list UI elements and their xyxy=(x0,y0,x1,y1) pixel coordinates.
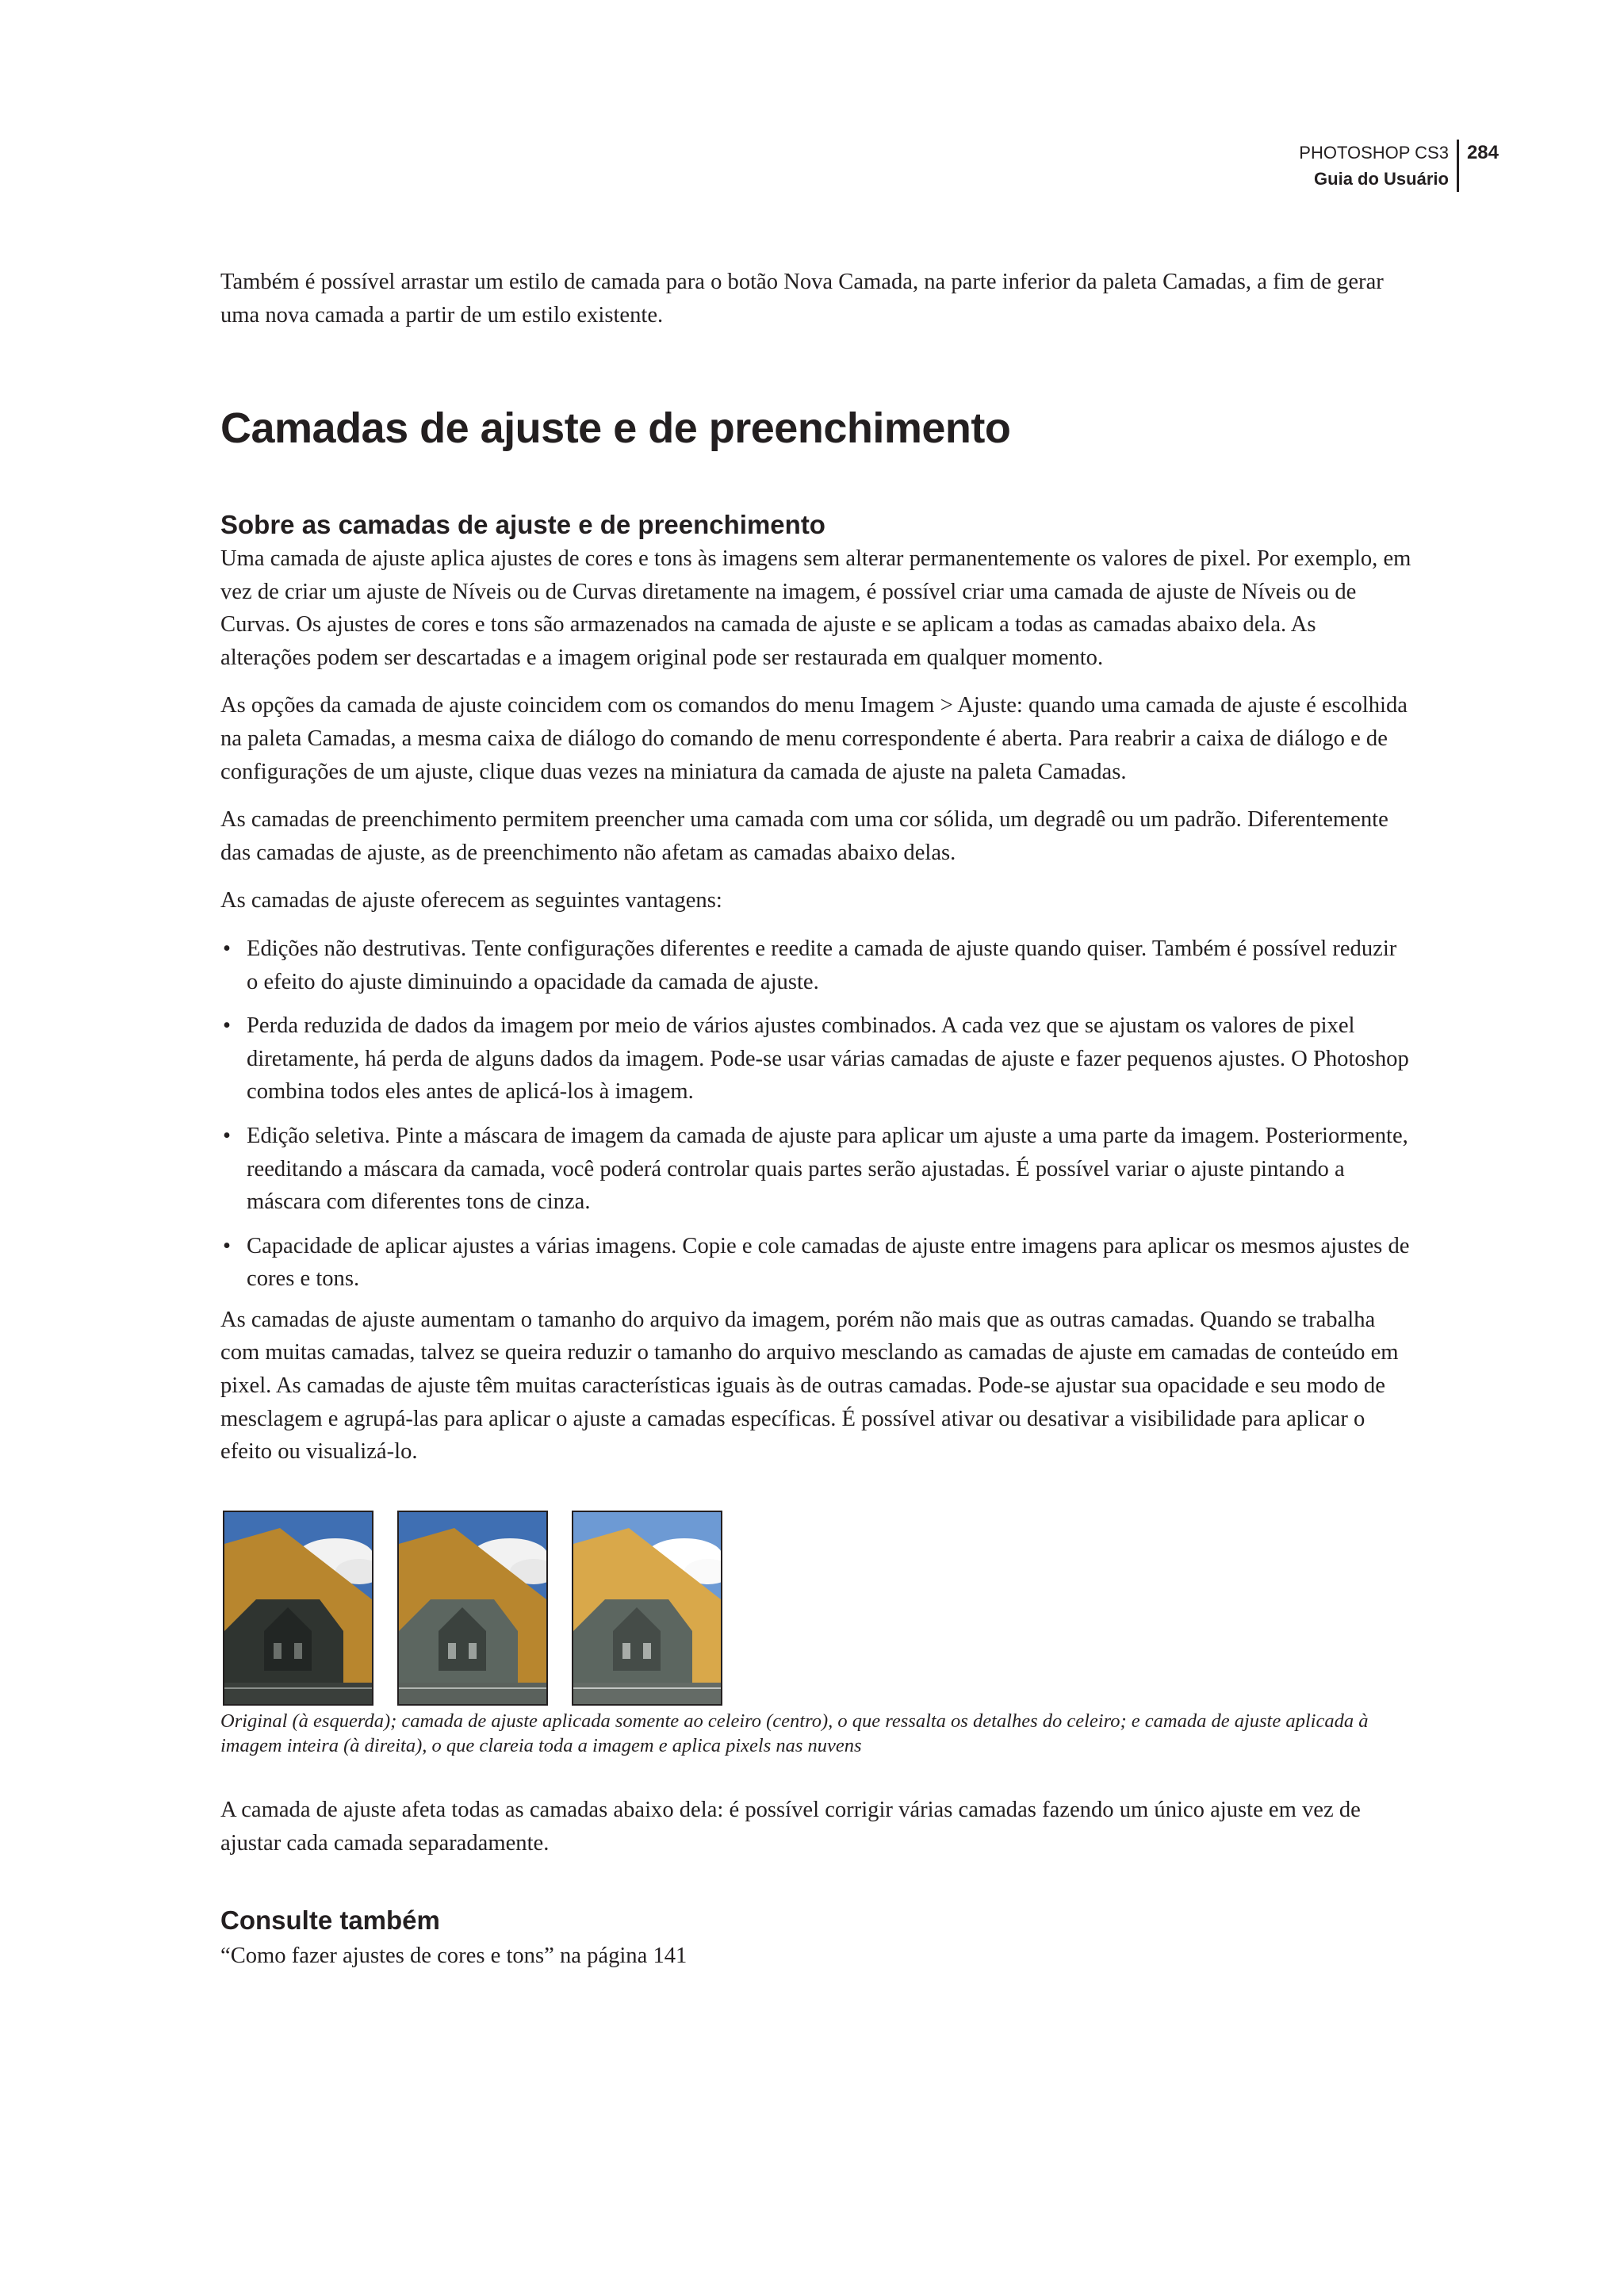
barn-photo-graphic xyxy=(399,1512,546,1704)
advantages-list xyxy=(220,933,1411,1296)
see-also xyxy=(220,1903,1411,1973)
barn-photo-full-adjusted xyxy=(572,1511,722,1706)
list-item-text: Perda reduzida de dados da imagem por meio de vários ajustes combinados. A cada vez que se ajustam os valores de pixel diretamente, há perda de alguns dados da imagem. Pode-se usar várias camadas de ajuste e fazer pequenos ajustes. O Photoshop combina todos eles antes de aplicá-los à imagem. xyxy=(247,1013,1409,1105)
barn-photo-graphic xyxy=(573,1512,721,1704)
list-item xyxy=(220,1230,1411,1296)
subsection-title: Sobre as camadas de ajuste e de preenchimento xyxy=(220,510,825,539)
list-item-text: Capacidade de aplicar ajustes a várias imagens. Copie e cole camadas de ajuste entre imagens para aplicar os mesmos ajustes de cores e tons. xyxy=(247,1233,1410,1292)
closing-paragraph: A camada de ajuste afeta todas as camadas abaixo dela: é possível corrigir várias camadas fazendo um único ajuste em vez de ajustar cada camada separadamente. xyxy=(220,1798,1361,1855)
list-item xyxy=(220,1009,1411,1109)
bullet-glyph: • xyxy=(223,936,232,961)
barn-photo-original xyxy=(223,1511,373,1706)
running-header xyxy=(1299,140,1499,192)
page-number: 284 xyxy=(1466,142,1499,163)
list-item-text: Edições não destrutivas. Tente configurações diferentes e reedite a camada de ajuste quando quiser. Também é possível reduzir o efeito do ajuste diminuindo a opacidade da camada de ajuste. xyxy=(247,936,1397,994)
list-item xyxy=(220,933,1411,998)
see-also-link[interactable]: “Como fazer ajustes de cores e tons” na página 141 xyxy=(220,1944,688,1968)
bullet-glyph: • xyxy=(223,1013,232,1039)
product-name: PHOTOSHOP CS3 xyxy=(1299,143,1449,163)
paragraph: As camadas de ajuste aumentam o tamanho do arquivo da imagem, porém não mais que as outras camadas. Quando se trabalha com muitas camadas, talvez se queira reduzir o tamanho do arquivo mesclando as camadas de ajuste em camadas de conteúdo em pixel. As camadas de ajuste têm muitas características iguais às de outras camadas. Pode-se ajustar sua opacidade e seu modo de mesclagem e agrupá-las para aplicar o ajuste a camadas específicas. É possível ativar ou desativar a visibilidade para aplicar o efeito ou visualizá-lo. xyxy=(220,1307,1399,1465)
bullet-glyph: • xyxy=(223,1233,232,1258)
bullet-glyph: • xyxy=(223,1123,232,1148)
paragraph: As camadas de preenchimento permitem preencher uma camada com uma cor sólida, um degradê ou um padrão. Diferentemente das camadas de ajuste, as de preenchimento não afetam as camadas abaixo delas. xyxy=(220,807,1388,865)
barn-photo-barn-adjusted xyxy=(397,1511,548,1706)
list-item xyxy=(220,1120,1411,1219)
figure-images xyxy=(223,1511,722,1706)
paragraph: Uma camada de ajuste aplica ajustes de cores e tons às imagens sem alterar permanentemente os valores de pixel. Por exemplo, em vez de criar um ajuste de Níveis ou de Curvas diretamente na imagem, é possível criar uma camada de ajuste de Níveis ou de Curvas. Os ajustes de cores e tons são armazenados na camada de ajuste e se aplicam a todas as camadas abaixo dela. As alterações podem ser descartadas e a imagem original pode ser restaurada em qualquer momento. xyxy=(220,546,1411,670)
running-header-titles xyxy=(1299,140,1459,192)
subsection xyxy=(220,507,1411,1469)
list-item-text: Edição seletiva. Pinte a máscara de imagem da camada de ajuste para aplicar um ajuste a uma parte da imagem. Posteriormente, reeditando a máscara da camada, você poderá controlar quais partes serão ajustadas. É possível variar o ajuste pintando a máscara com diferentes tons de cinza. xyxy=(247,1123,1408,1215)
see-also-title: Consulte também xyxy=(220,1905,440,1935)
figure-caption: Original (à esquerda); camada de ajuste aplicada somente ao celeiro (centro), o que ressalta os detalhes do celeiro; e camada de ajuste aplicada à imagem inteira (à direita), o que clareia toda a imagem e aplica pixels nas nuvens xyxy=(220,1710,1369,1756)
section-title: Camadas de ajuste e de preenchimento xyxy=(220,404,1011,452)
barn-photo-graphic xyxy=(224,1512,372,1704)
paragraph: As opções da camada de ajuste coincidem com os comandos do menu Imagem > Ajuste: quando uma camada de ajuste é escolhida na paleta Camadas, a mesma caixa de diálogo do comando de menu correspondente é aberta. Para reabrir a caixa de diálogo e de configurações de um ajuste, clique duas vezes na miniatura da camada de ajuste na paleta Camadas. xyxy=(220,693,1408,784)
intro-paragraph: Também é possível arrastar um estilo de camada para o botão Nova Camada, na parte inferior da paleta Camadas, a fim de gerar uma nova camada a partir de um estilo existente. xyxy=(220,270,1384,327)
paragraph: As camadas de ajuste oferecem as seguintes vantagens: xyxy=(220,888,722,913)
guide-name: Guia do Usuário xyxy=(1314,169,1449,189)
